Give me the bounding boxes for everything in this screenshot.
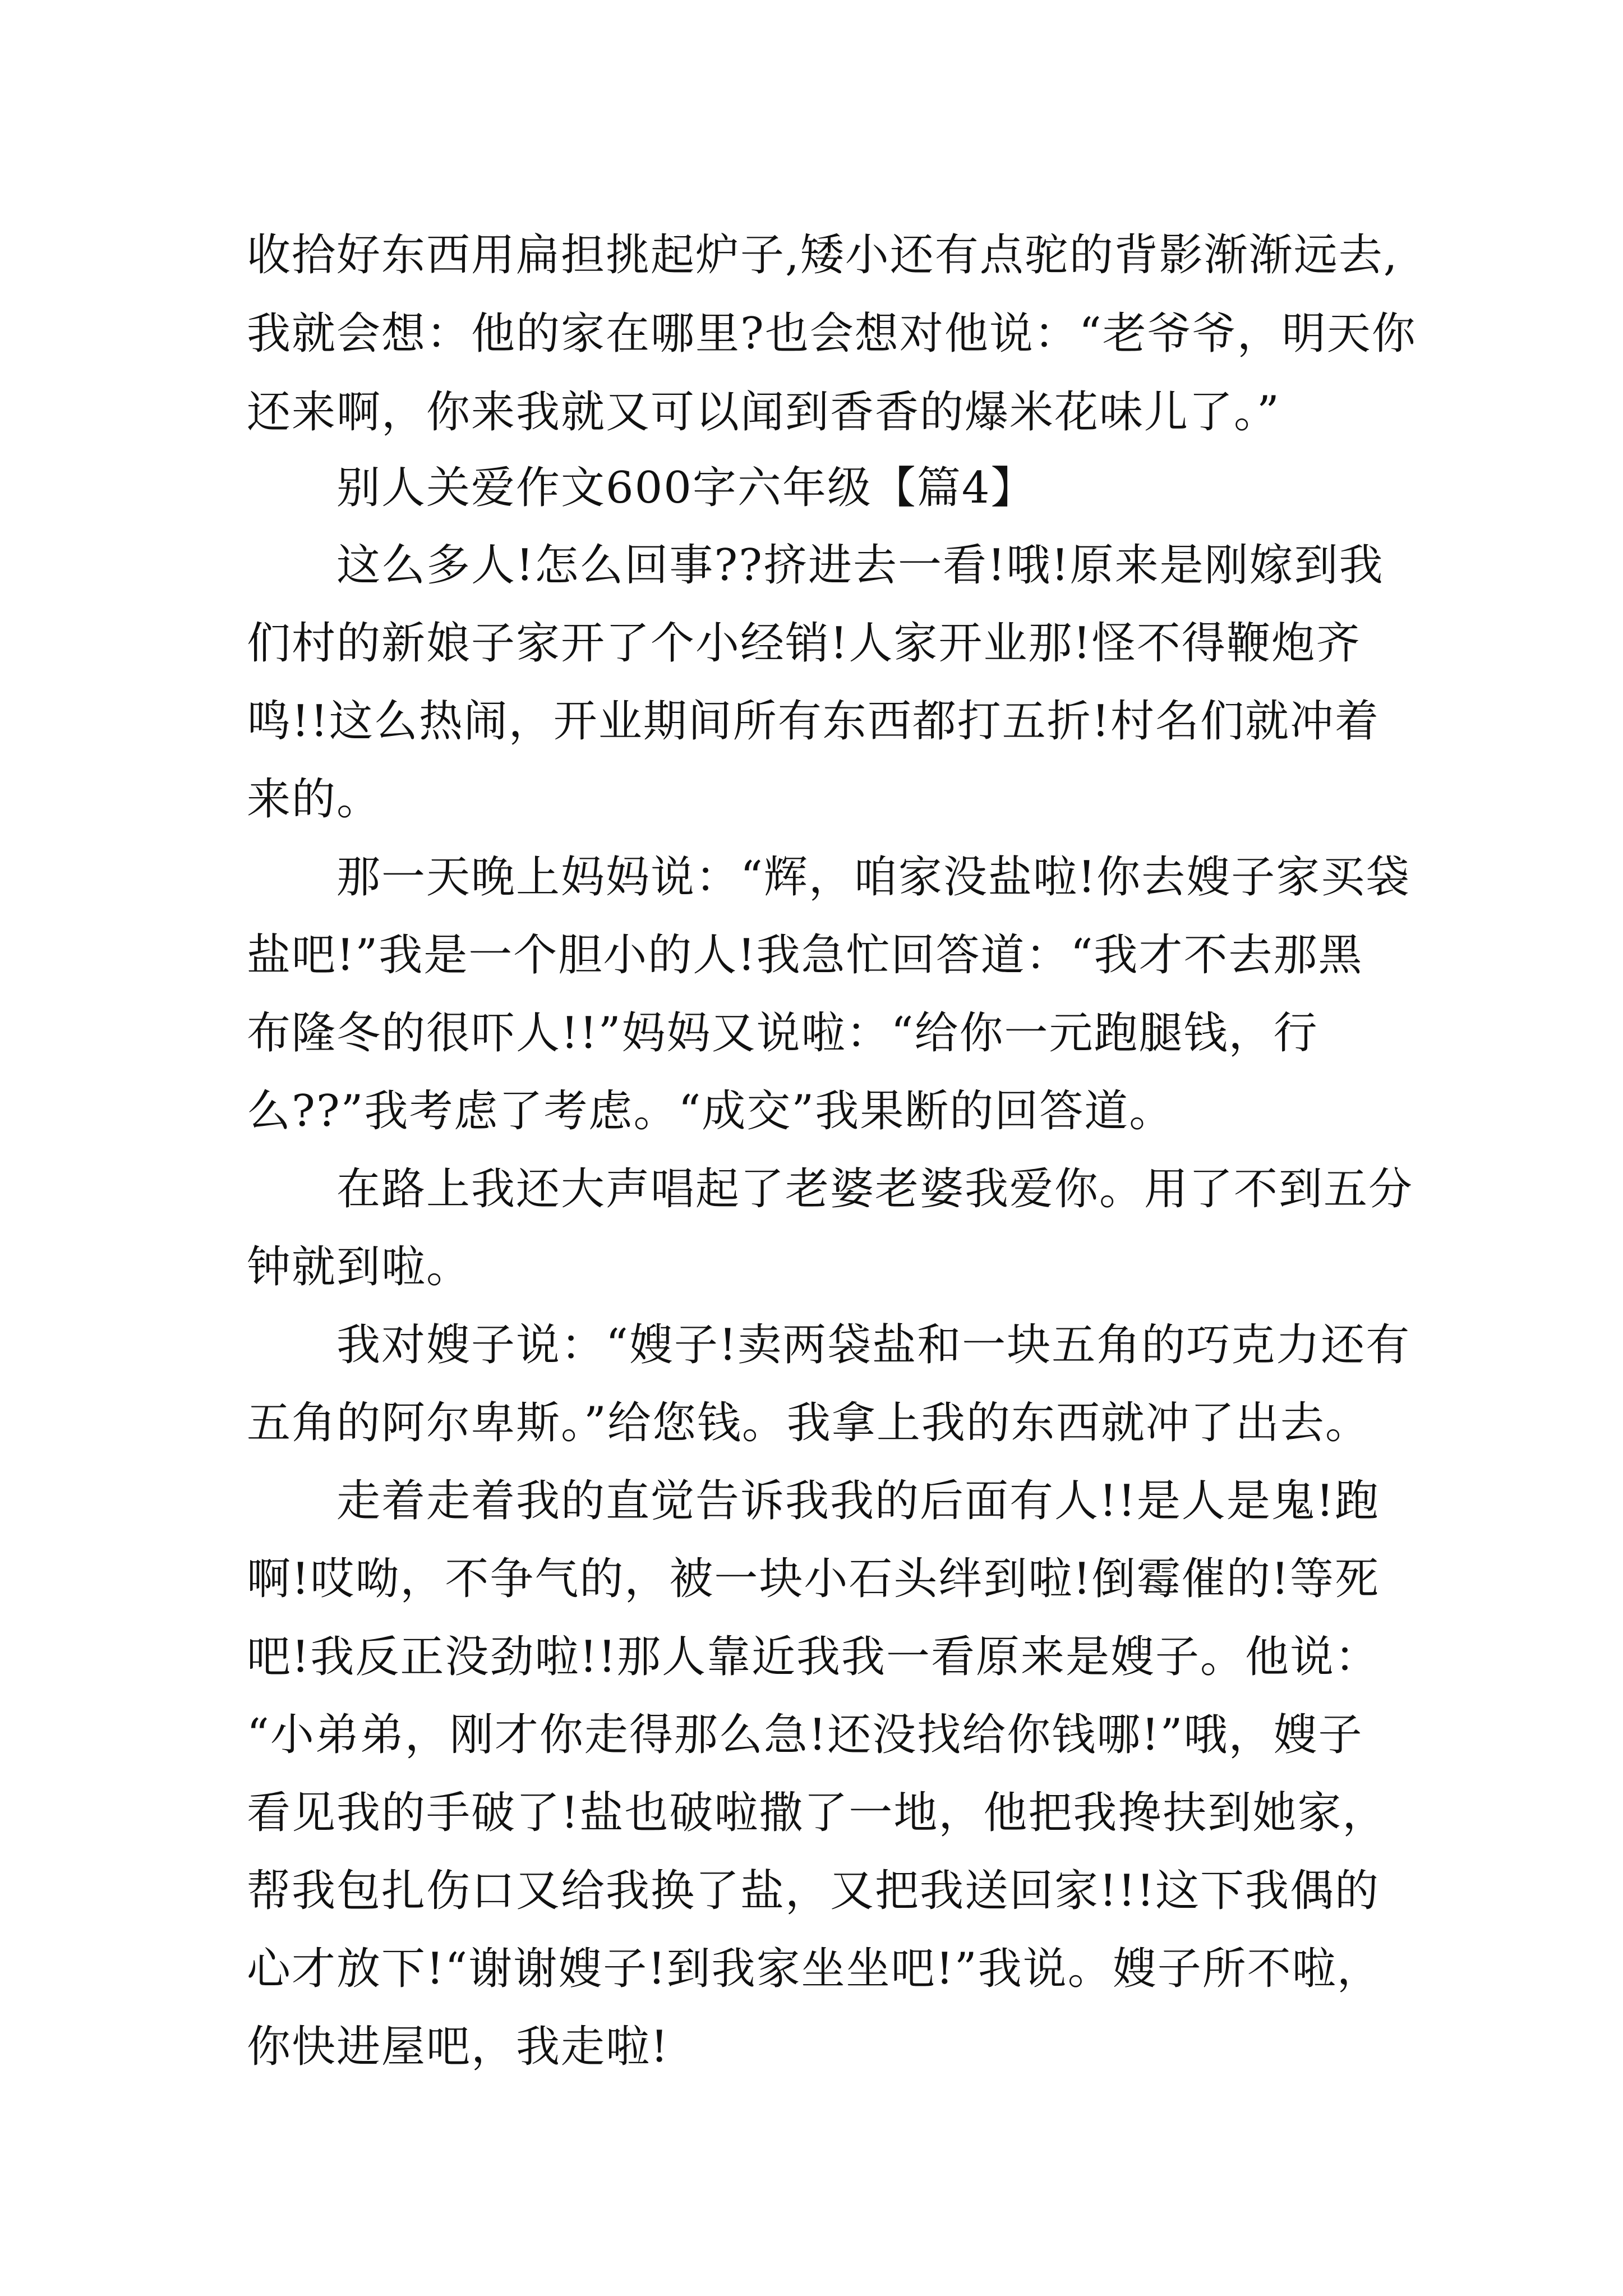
text-line: 么??”我考虑了考虑。“成交”我果断的回答道。	[247, 1086, 1174, 1137]
text-line: 那一天晚上妈妈说：“辉，咱家没盐啦!你去嫂子家买袋	[336, 852, 1411, 903]
text-line: 五角的阿尔卑斯。”给您钱。我拿上我的东西就冲了出去。	[247, 1398, 1370, 1448]
text-line: 我就会想：他的家在哪里?也会想对他说：“老爷爷，明天你	[247, 309, 1417, 359]
text-line: 们村的新娘子家开了个小经销!人家开业那!怪不得鞭炮齐	[247, 618, 1361, 669]
text-line: “小弟弟，刚才你走得那么急!还没找给你钱哪!”哦，嫂子	[247, 1710, 1363, 1760]
text-line: 还来啊，你来我就又可以闻到香香的爆米花味儿了。”	[247, 387, 1280, 438]
text-line: 看见我的手破了!盐也破啦撒了一地，他把我搀扶到她家，	[247, 1788, 1387, 1838]
text-line: 盐吧!”我是一个胆小的人!我急忙回答道：“我才不去那黑	[247, 930, 1363, 981]
text-line: 收拾好东西用扁担挑起炉子,矮小还有点驼的背影渐渐远去,	[247, 230, 1399, 280]
text-line: 布隆冬的很吓人!!”妈妈又说啦：“给你一元跑腿钱，行	[247, 1008, 1318, 1059]
text-line: 啊!哎呦，不争气的，被一块小石头绊到啦!倒霉催的!等死	[247, 1554, 1380, 1604]
text-line: 鸣!!这么热闹，开业期间所有东西都打五折!村名们就冲着	[247, 696, 1380, 747]
text-line: 吧!我反正没劲啦!!那人靠近我我一看原来是嫂子。他说：	[247, 1632, 1380, 1682]
text-line: 来的。	[247, 774, 382, 825]
text-line: 这么多人!怎么回事??挤进去一看!哦!原来是刚嫁到我	[336, 540, 1384, 591]
text-line: 我对嫂子说：“嫂子!卖两袋盐和一块五角的巧克力还有	[336, 1320, 1411, 1370]
text-line: 帮我包扎伤口又给我换了盐，又把我送回家!!!这下我偶的	[247, 1866, 1380, 1916]
text-line: 钟就到啦。	[247, 1242, 472, 1292]
text-line: 心才放下!“谢谢嫂子!到我家坐坐吧!”我说。嫂子所不啦，	[247, 1944, 1382, 1994]
text-line: 在路上我还大声唱起了老婆老婆我爱你。用了不到五分	[336, 1164, 1414, 1214]
text-line: 你快进屋吧，我走啦!	[247, 2022, 670, 2072]
text-line: 走着走着我的直觉告诉我我的后面有人!!是人是鬼!跑	[336, 1476, 1380, 1526]
section-heading: 别人关爱作文600字六年级【篇4】	[336, 463, 1036, 513]
